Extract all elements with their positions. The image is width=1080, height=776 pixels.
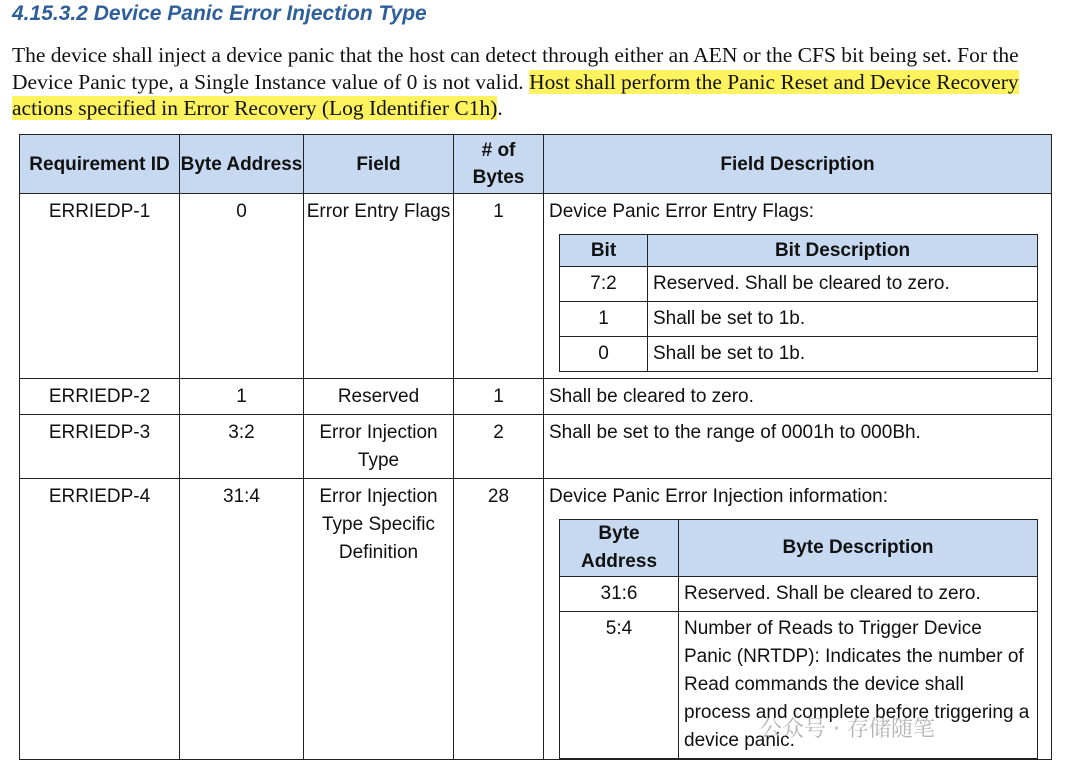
header-byte-address: Byte Address <box>560 520 679 577</box>
table-row <box>20 415 1052 479</box>
intro-paragraph <box>12 42 1072 122</box>
inner-cell-description: Shall be set to 1b. <box>648 302 1038 337</box>
inner-cell-description: Number of Reads to Trigger Device Panic (NRTDP): Indicates the number of Read commands the device shall process and complete before triggering a device panic. <box>679 612 1038 759</box>
cell-num-bytes: 28 <box>454 479 544 760</box>
table-header-row <box>20 135 1052 194</box>
cell-field: Error Injection Type <box>304 415 454 479</box>
header-byte-description: Byte Description <box>679 520 1038 577</box>
inner-cell-bit: 0 <box>560 337 648 372</box>
cell-num-bytes: 2 <box>454 415 544 479</box>
inner-cell-description: Shall be set to 1b. <box>648 337 1038 372</box>
header-bit-description: Bit Description <box>648 235 1038 267</box>
inner-cell-bit: 7:2 <box>560 267 648 302</box>
table-row <box>20 379 1052 415</box>
cell-num-bytes: 1 <box>454 379 544 415</box>
inner-cell-byte: 5:4 <box>560 612 679 759</box>
inner-cell-description: Reserved. Shall be cleared to zero. <box>679 577 1038 612</box>
header-byte-address: Byte Address <box>180 135 304 194</box>
section-heading: 4.15.3.2 Device Panic Error Injection Type <box>12 2 427 25</box>
inner-row <box>560 577 1038 612</box>
cell-field: Reserved <box>304 379 454 415</box>
inner-row <box>560 337 1038 372</box>
inner-header-row <box>560 520 1038 577</box>
inner-cell-byte: 31:6 <box>560 577 679 612</box>
cell-requirement-id: ERRIEDP-4 <box>20 479 180 760</box>
inner-header-row <box>560 235 1038 267</box>
cell-field: Error Entry Flags <box>304 194 454 379</box>
cell-byte-address: 31:4 <box>180 479 304 760</box>
inner-cell-description: Reserved. Shall be cleared to zero. <box>648 267 1038 302</box>
paragraph-tail: . <box>497 96 503 120</box>
requirements-table <box>19 134 1052 760</box>
cell-field: Error Injection Type Specific Definition <box>304 479 454 760</box>
inner-cell-bit: 1 <box>560 302 648 337</box>
cell-field-description <box>544 194 1052 379</box>
table-row <box>20 194 1052 379</box>
cell-requirement-id: ERRIEDP-3 <box>20 415 180 479</box>
cell-byte-address: 1 <box>180 379 304 415</box>
inner-row <box>560 302 1038 337</box>
paragraph-text: The device shall inject a device panic that the host can detect through either an AEN or the CFS bit being set. For the Device Panic type, a Single Instance value of 0 is not valid. <box>12 43 1019 94</box>
cell-requirement-id: ERRIEDP-1 <box>20 194 180 379</box>
header-field-description: Field Description <box>544 135 1052 194</box>
inner-row <box>560 267 1038 302</box>
cell-byte-address: 3:2 <box>180 415 304 479</box>
highlighted-text: Host shall perform the Panic Reset and Device Recovery actions specified in Error Recovery (Log Identifier C1h) <box>12 69 1019 120</box>
cell-requirement-id: ERRIEDP-2 <box>20 379 180 415</box>
cell-num-bytes: 1 <box>454 194 544 379</box>
cell-byte-address: 0 <box>180 194 304 379</box>
header-bit: Bit <box>560 235 648 267</box>
description-text: Device Panic Error Entry Flags: <box>549 201 815 222</box>
header-field: Field <box>304 135 454 194</box>
description-text: Device Panic Error Injection information: <box>549 486 888 507</box>
watermark: 公众号 · 存储随笔 <box>760 717 935 742</box>
bit-description-table <box>559 234 1038 372</box>
cell-field-description: Shall be set to the range of 0001h to 000Bh. <box>544 415 1052 479</box>
cell-field-description: Shall be cleared to zero. <box>544 379 1052 415</box>
header-requirement-id: Requirement ID <box>20 135 180 194</box>
header-num-bytes: # of Bytes <box>454 135 544 194</box>
